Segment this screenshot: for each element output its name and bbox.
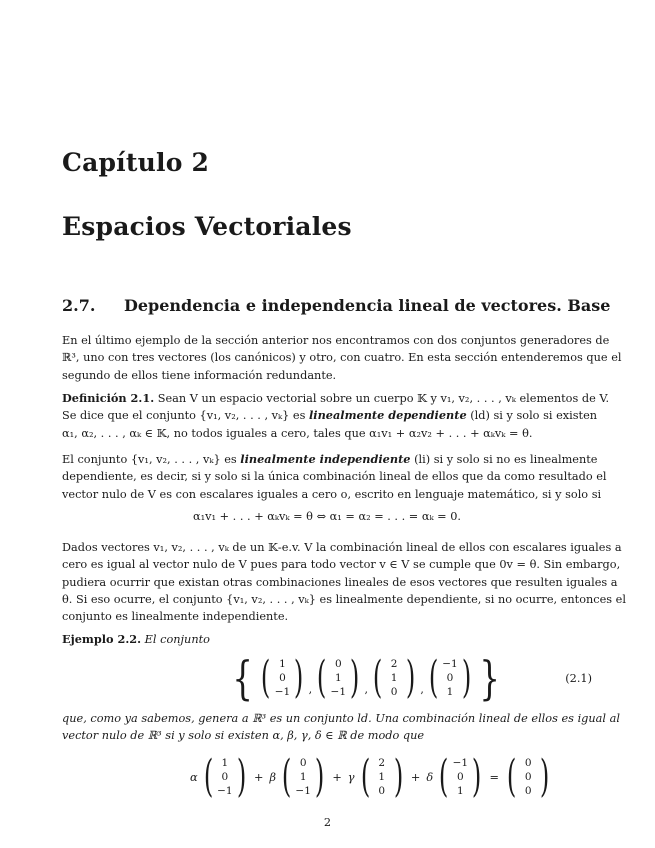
column-vector: ( 1 0 −1 ) [261,652,304,703]
plus-sign: + [410,770,421,784]
vector-entry: 1 [378,771,386,783]
text-line: Dados vectores v₁, v₂, . . . , vₖ de un 𝕂-e.v. V la combinación lineal de ellos con escalares iguales a [62,541,622,554]
vector-entry: 0 [524,771,532,783]
vector-entry: −1 [295,785,311,797]
text-line: Se dice que el conjunto {v₁, v₂, . . . , vₖ} es [62,409,309,423]
vector-entry: 1 [221,757,229,769]
zero-vector: ( 0 0 0 ) [506,751,550,802]
vector-entry: −1 [217,785,233,797]
text-line: segundo de ellos tiene información redundante. [62,368,337,382]
vector-entry: 0 [334,658,342,670]
text-line: conjunto es linealmente independiente. [62,610,289,624]
text-line: vector nulo de ℝ³ si y solo si existen α, β, γ, δ ∈ ℝ de modo que [62,729,425,743]
chapter-title: Espacios Vectoriales [62,212,352,241]
text-line: que, como ya sabemos, genera a ℝ³ es un conjunto ld. Una combinación lineal de ellos es igual al [62,712,620,725]
example-heading [62,631,592,648]
vector-entry: 1 [457,785,464,797]
coefficient: α [190,770,198,784]
vector-entry: 0 [524,785,532,797]
text-line: cero es igual al vector nulo de V pues para todo vector v ∈ V se cumple que 0v = θ. Sin embargo, [62,558,621,572]
vector-entry: 1 [446,686,454,698]
vector-entry: 2 [378,757,386,769]
column-vector: ( 1 0 −1 ) [203,751,247,802]
text-line: El conjunto {v₁, v₂, . . . , vₖ} es [62,453,241,466]
vector-entry: 0 [221,771,229,783]
column-vector: ( 0 1 −1 ) [316,652,360,703]
defined-term: linealmente independiente [240,452,411,466]
vector-entry: 2 [390,658,398,670]
vector-entry: −1 [452,757,469,769]
plus-sign: + [253,770,264,784]
example-label: Ejemplo 2.2. [62,632,142,646]
vector-entry: −1 [330,686,347,698]
comma: , [364,683,368,696]
vector-entry: 0 [390,686,398,698]
text-line: vector nulo de V es con escalares iguales a cero o, escrito en lenguaje matemático, si y solo si [62,487,602,501]
text-line: (li) si y solo si no es linealmente [410,453,598,466]
text-line: θ. Si eso ocurre, el conjunto {v₁, v₂, . . . , vₖ} es linealmente dependiente, si no ocurre, entonces el [62,592,626,606]
text-line: Sean V un espacio vectorial sobre un cuerpo 𝕂 y v₁, v₂, . . . , vₖ elementos de V. [154,392,610,405]
vector-entry: 0 [457,771,464,783]
example-lead: El conjunto [141,633,210,646]
left-brace: { [232,651,253,705]
page-number: 2 [323,816,332,829]
section-heading [62,296,610,315]
vector-entry: 0 [446,672,454,684]
right-brace: } [479,651,501,705]
example-continuation [62,710,620,745]
vector-entry: −1 [274,686,291,698]
definition-block [62,390,610,442]
column-vector: ( −1 0 1 ) [428,652,472,703]
vector-entry: 0 [378,785,386,797]
comma: , [308,683,313,696]
comma: , [420,683,424,696]
intro-paragraph [62,332,622,384]
text-line: dependiente, es decir, si y solo si la única combinación lineal de ellos que da como resultado el [62,470,607,484]
text-line: pudiera ocurrir que existan otras combinaciones lineales de esos vectores que resulten iguales a [62,575,618,589]
independence-paragraph [62,451,607,503]
column-vector: ( −1 0 1 ) [439,751,482,802]
discussion-paragraph [62,539,626,625]
display-equation: α₁v₁ + . . . + αₖvₖ = θ ⇔ α₁ = α₂ = . . . = αₖ = 0. [192,510,462,523]
vector-entry: 1 [279,658,286,670]
vector-set [228,651,501,705]
column-vector: ( 2 1 0 ) [372,652,416,703]
coefficient: β [269,770,276,784]
text-line: (ld) si y solo si existen [466,409,598,423]
coefficient: γ [347,770,355,784]
column-vector: ( 0 1 −1 ) [281,751,325,802]
equals-sign: = [489,770,499,784]
chapter-label: Capítulo 2 [62,148,210,177]
equation-number: (2.1) [565,672,592,685]
vector-entry: 1 [299,771,307,783]
vector-entry: −1 [442,658,458,670]
vector-entry: 0 [299,757,307,769]
column-vector: ( 2 1 0 ) [360,751,404,802]
plus-sign: + [332,770,342,784]
text-line: ℝ³, uno con tres vectores (los canónicos) y otro, con cuatro. En esta sección entenderemos que el [62,351,622,365]
section-title: Dependencia e independencia lineal de vectores. Base [124,296,611,315]
coefficient: δ [426,770,434,784]
definition-label: Definición 2.1. [62,391,155,405]
text-line: En el último ejemplo de la sección anterior nos encontramos con dos conjuntos generadores de [62,334,610,347]
text-line: α₁, α₂, . . . , αₖ ∈ 𝕂, no todos iguales a cero, tales que α₁v₁ + α₂v₂ + . . . + αₖvₖ = θ. [62,426,533,440]
vector-entry: 0 [279,672,286,684]
vector-entry: 0 [524,757,532,769]
vector-entry: 1 [390,672,398,684]
section-number: 2.7. [62,296,96,315]
linear-combination-equation [188,753,553,801]
vector-entry: 1 [334,672,342,684]
defined-term: linealmente dependiente [308,408,467,423]
